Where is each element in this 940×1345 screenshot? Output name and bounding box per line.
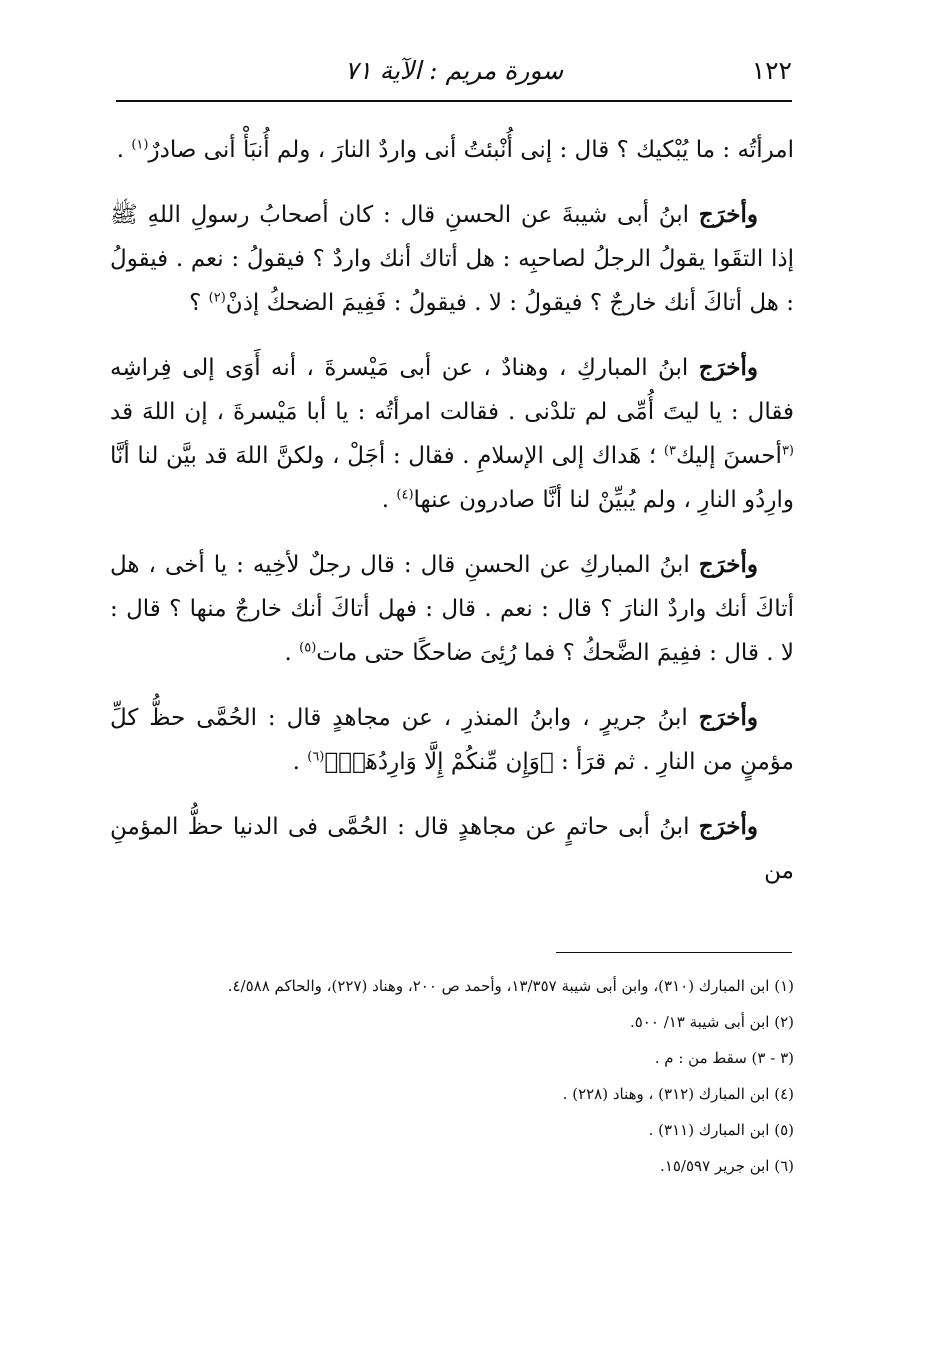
paragraph-tail: . <box>116 137 132 163</box>
quran-verse: ﴿وَإِن مِّنكُمْ إِلَّا وَارِدُهَاۚ﴾ <box>324 749 554 775</box>
paragraph-1 <box>110 128 794 172</box>
footnote-2: (٢) ابن أبى شيبة ١٣/ ٥٠٠. <box>629 1013 794 1031</box>
footnote-marker: ٣) <box>663 443 676 459</box>
paragraph-tail: . <box>381 487 397 513</box>
footnote-6: (٦) ابن جرير ١٥/٥٩٧. <box>660 1157 794 1175</box>
footnote-marker: (٥) <box>299 640 317 656</box>
paragraph-text: ابنُ المباركِ عن الحسنِ قال : قال رجلٌ لأخِيه : يا أخى ، هل أتاكَ أنك واردٌ النارَ ؟ قال : نعم . قال : فهل أتاكَ أنك خارجٌ منها ؟ قال : لا . قال : ففِيمَ الضَّحكُ ؟ فما رُئِىَ ضاحكًا حتى مات <box>110 552 794 666</box>
page-number: ١٢٢ <box>751 56 792 85</box>
footnote-marker: (٦) <box>307 749 325 765</box>
footnote-rule <box>556 952 792 953</box>
header-rule <box>116 100 792 102</box>
footnote-marker: (١) <box>131 137 149 153</box>
paragraph-text: ابنُ جريرٍ ، وابنُ المنذرِ ، عن مجاهدٍ قال : الحُمَّى حظُّ كلِّ مؤمنٍ من النارِ . ثم قرَأ : <box>110 705 794 775</box>
paragraph-lead: وأخرَج <box>698 813 758 840</box>
page-header <box>116 52 792 96</box>
footnote-3: (٣ - ٣) سقط من : م . <box>654 1049 794 1067</box>
paragraph-lead: وأخرَج <box>698 551 758 578</box>
footnote-5: (٥) ابن المبارك (٣١١) . <box>648 1121 794 1139</box>
paragraph-tail: . <box>284 640 300 666</box>
paragraph-tail: . <box>292 749 308 775</box>
paragraph-text: امرأتُه : ما يُبْكيك ؟ قال : إنى أُنْبئتُ أنى واردٌ النارَ ، ولم أُنبَأْ أنى صادرٌ <box>148 137 794 163</box>
paragraph-4 <box>110 543 794 675</box>
footnote-marker: (٢) <box>208 290 226 306</box>
paragraph-text: ؛ هَداك إلى الإسلامِ . فقال : أجَلْ ، ولكنَّ اللهَ قد بيَّن لنا أنَّا وارِدُو النارِ ، ولم يُبيِّنْ لنا أنَّا صادرون عنها <box>110 443 794 513</box>
footnote-marker: (٤) <box>396 487 414 503</box>
main-text <box>110 128 794 914</box>
paragraph-2 <box>110 193 794 325</box>
paragraph-tail: ؟ <box>189 290 209 316</box>
paragraph-text: ابنُ أبى شيبةَ عن الحسنِ قال : كان أصحابُ رسولِ اللهِ ﷺ إذا التقَوا يقولُ الرجلُ لصاحبِه : هل أتاك أنك واردٌ ؟ فيقولُ : نعم . فيقولُ : هل أتاكَ أنك خارجٌ ؟ فيقولُ : لا . فيقولُ : فَفِيمَ الضحكُ إذنْ <box>110 202 794 316</box>
paragraph-lead: وأخرَج <box>698 704 758 731</box>
paragraph-text: أحسنَ إليك <box>675 443 782 469</box>
paragraph-lead: وأخرَج <box>698 354 758 381</box>
paragraph-text: ابنُ أبى حاتمٍ عن مجاهدٍ قال : الحُمَّى فى الدنيا حظُّ المؤمنِ من <box>110 814 794 884</box>
footnote-1: (١) ابن المبارك (٣١٠)، وابن أبى شيبة ١٣/٣٥٧، وأحمد ص ٢٠٠، وهناد (٢٢٧)، والحاكم ٤/٥٨٨. <box>227 977 794 995</box>
footnote-marker: (٣ <box>781 443 794 459</box>
running-title: سورة مريم : الآية ٧١ <box>344 56 564 85</box>
paragraph-text: ابنُ المباركِ ، وهنادٌ ، عن أبى مَيْسرةَ ، أنه أَوَى إلى فِراشِه فقال : يا ليتَ أُمِّى لم تلدْنى . فقالت امرأتُه : يا أبا مَيْسرةَ ، إن اللهَ قد <box>110 355 794 425</box>
paragraph-lead: وأخرَج <box>698 201 758 228</box>
footnote-4: (٤) ابن المبارك (٣١٢) ، وهناد (٢٢٨) . <box>562 1085 794 1103</box>
paragraph-6 <box>110 805 794 893</box>
paragraph-5 <box>110 696 794 784</box>
paragraph-3 <box>110 346 794 522</box>
footnotes <box>110 968 794 1184</box>
